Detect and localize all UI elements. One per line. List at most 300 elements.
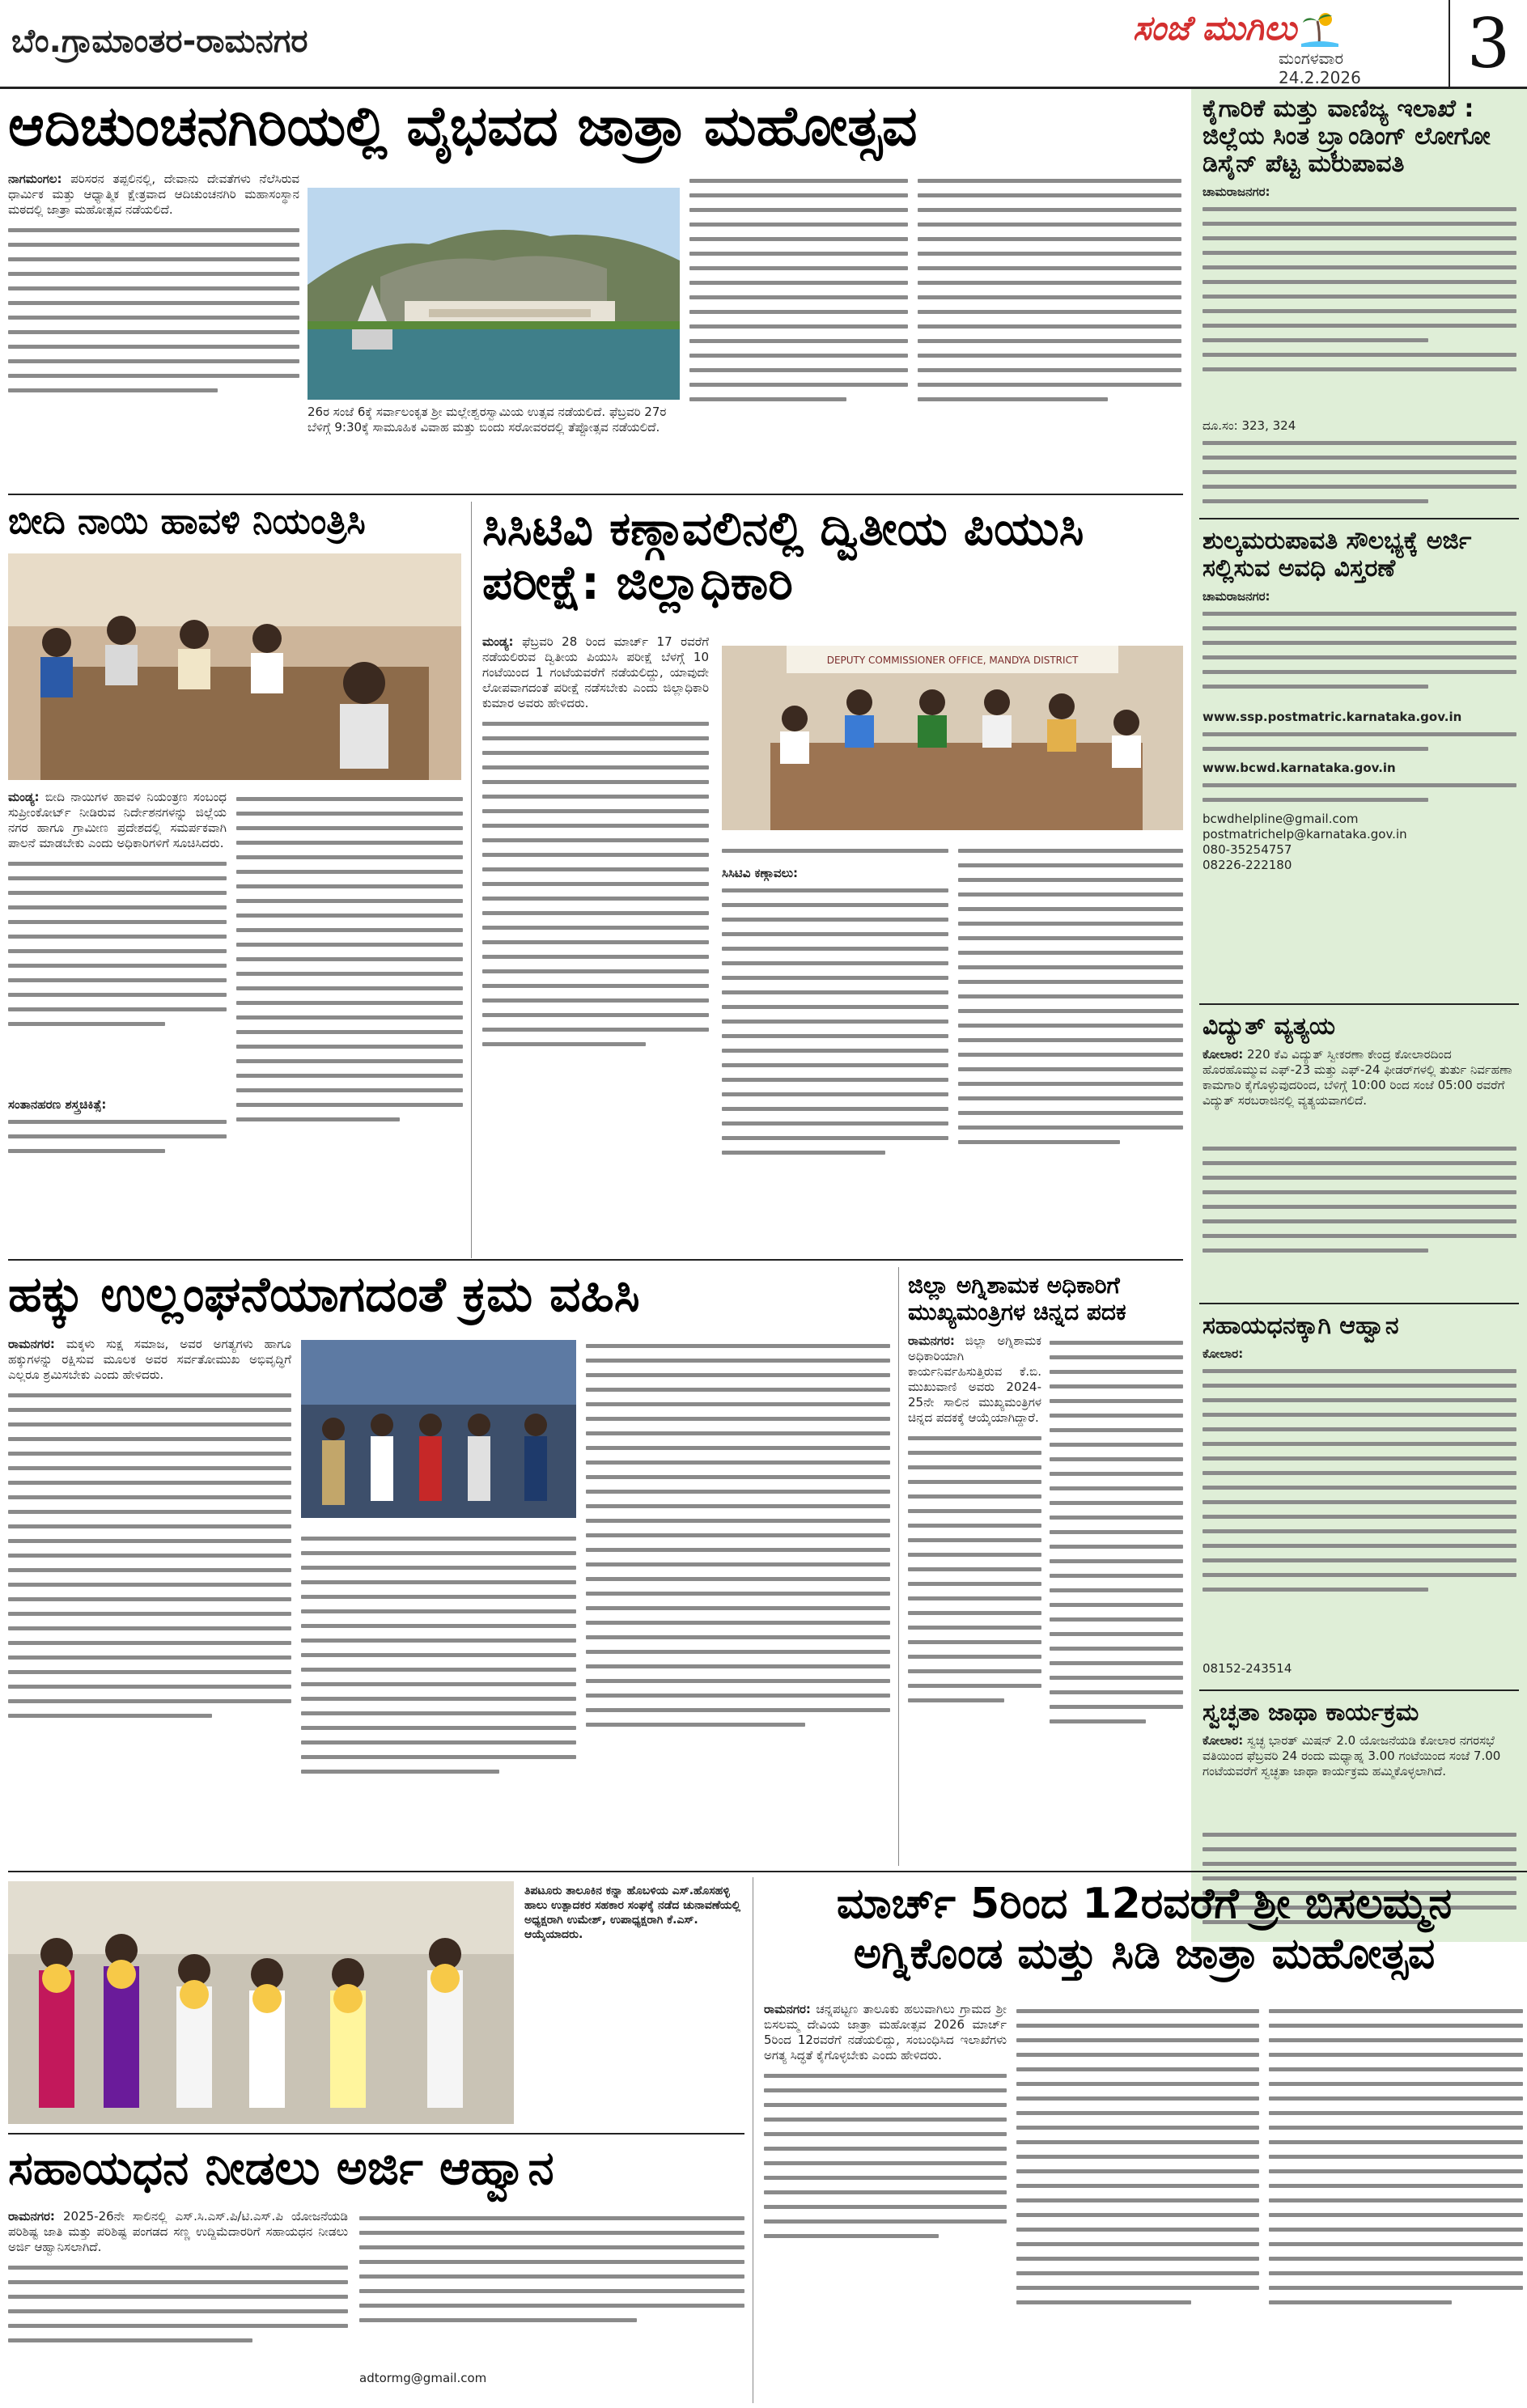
text-line [908,1698,1004,1702]
photo-caption: ತಿಪಟೂರು ತಾಲೂಕಿನ ಕನ್ನಾ ಹೊಬಳಿಯ ಎಸ್.ಹೊಸಹಳ್ಳಿ ಹಾಲು ಉತ್ಪಾದಕರ ಸಹಕಾರ ಸಂಘಕ್ಕೆ ನಡೆದ ಚುನಾವಣೆಯಲ್ಲಿ ಅಧ್ಯಕ್ಷರಾಗಿ ಉಮೇಶ್, ಉಪಾಧ್ಯಕ್ಷರಾಗಿ ಕೆ.ಎಸ್. ಆಯ್ಕೆಯಾದರು. [524,1884,741,1941]
text-line [586,1679,890,1683]
text-line [722,932,948,936]
text-line [1050,1617,1183,1622]
text-line [236,1103,463,1107]
text-line [236,870,463,874]
text-line [301,1711,576,1715]
divider [1199,1003,1519,1005]
article-lead: ಚನ್ನಪಟ್ಟಣ ತಾಲೂಕು ಹಲುವಾಗಿಲು ಗ್ರಾಮದ ಶ್ರೀ ಬಿಸಲಮ್ಮ ದೇವಿಯ ಜಾತ್ರಾ ಮಹೋತ್ಸವ 2026 ಮಾರ್ಚ್ 5ರಿಂದ 12ರವರೆಗೆ ನಡೆಯಲಿದ್ದು, ಸಂಬಂಧಿಸಿದ ಇಲಾಖೆಗಳು ಅಗತ್ಯ ಸಿದ್ಧತೆ ಕೈಗೊಳ್ಳಬೇಕು ಎಂದು ಹೇಳಿದರು. [764,2002,1007,2062]
text-line [1016,2228,1259,2232]
text-line [301,1755,576,1759]
text-line [8,905,227,909]
text-line [1203,236,1516,240]
text-line [908,1611,1041,1615]
text-line [1269,2111,1523,2115]
text-line [1050,1341,1183,1345]
sidebar-article-grant [1203,1312,1516,1677]
text-line [359,2216,744,2220]
logo-day: ಮಂಗಳವಾರ [1279,49,1344,68]
text-line [1203,1456,1516,1460]
article-body-col [359,2209,744,2400]
text-line [1016,2126,1259,2130]
text-line [908,1451,1041,1455]
text-line [301,1551,576,1555]
text-line [586,1344,890,1348]
text-line [8,228,299,232]
text-line [586,1650,890,1654]
text-line [8,993,227,997]
text-line [764,2074,1007,2078]
text-line [236,812,463,816]
article-lead: ಫೆಬ್ರವರಿ 28 ರಿಂದ ಮಾರ್ಚ್ 17 ರವರೆಗೆ ನಡೆಯಲಿರುವ ದ್ವಿತೀಯ ಪಿಯುಸಿ ಪರೀಕ್ಷೆ ಬೆಳಗ್ಗೆ 10 ಗಂಟೆಯಿಂದ 1 ಗಂಟೆಯವರೆಗೆ ನಡೆಯಲಿದ್ದು, ಯಾವುದೇ ಲೋಪವಾಗದಂತೆ ಪರೀಕ್ಷೆ ನಡೆಸಬೇಕು ಎಂದು ಜಿಲ್ಲಾಧಿಕಾರಿ ಕುಮಾರ ಅವರು ಹೇಳಿದರು. [482,634,709,710]
text-line [1203,324,1516,328]
text-line [689,281,908,285]
text-line [1016,2009,1259,2013]
article-headline: ಮಾರ್ಚ್ 5ರಿಂದ 12ರವರೆಗೆ ಶ್ರೀ ಬಿಸಲಮ್ಮನ ಅಗ್ನಿಕೊಂಡ ಮತ್ತು ಸಿಡಿ ಜಾತ್ರಾ ಮಹೋತ್ಸವ [836,1880,1453,1978]
divider [8,2133,744,2135]
text-line [482,911,709,915]
text-line [301,1624,576,1628]
article-lead: ಮಕ್ಕಳು ಸುಕ್ಷ ಸಮಾಜ, ಅವರ ಅಗತ್ಯಗಳು ಹಾಗೂ ಹಕ್ಕುಗಳನ್ನು ರಕ್ಷಿಸುವ ಮೂಲಕ ಅವರ ಸರ್ವತೋಮುಖ ಅಭಿವೃದ್ಧಿಗೆ ಎಲ್ಲರೂ ಶ್ರಮಿಸಬೇಕು ಎಂದು ಹೇಳಿದರು. [8,1337,291,1382]
text-line [301,1726,576,1730]
text-line [8,1685,291,1689]
divider [898,1267,899,1866]
text-line [1050,1690,1183,1694]
dateline: ಚಾಮರಾಜನಗರ: [1203,589,1270,604]
text-line [236,1088,463,1092]
text-line [1203,338,1428,342]
text-line [918,281,1181,285]
meeting-photo [8,553,461,780]
text-line [1269,2140,1523,2144]
text-line [1203,1833,1516,1837]
dateline: ಚಾಮರಾಜನಗರ: [1203,184,1270,199]
email-link[interactable]: postmatrichelp@karnataka.gov.in [1203,827,1407,842]
text-line [908,1436,1041,1440]
text-line [8,316,299,320]
text-line [1016,2140,1259,2144]
text-line [1016,2067,1259,2071]
article-stray-dogs [8,502,461,543]
text-line [8,272,299,276]
text-line [1203,1161,1516,1165]
contact-phone: 080-35254757 [1203,842,1292,857]
email-link[interactable]: bcwdhelpline@gmail.com [1203,812,1359,826]
text-line [689,252,908,256]
text-line [1203,1384,1516,1388]
text-line [482,1042,646,1046]
text-line [1050,1632,1183,1636]
sidebar-article-power [1203,1013,1516,1293]
text-line [236,899,463,903]
text-line [1203,1558,1516,1562]
text-line [236,1045,463,1049]
text-line [918,208,1181,212]
text-line [1203,1176,1516,1180]
article-headline: ಸಿಸಿಟಿವಿ ಕಣ್ಗಾವಲಿನಲ್ಲಿ ದ್ವಿತೀಯ ಪಿಯುಸಿ ಪರೀಕ್ಷೆ: ಜಿಲ್ಲಾಧಿಕಾರಿ [482,501,1084,610]
text-line [586,1606,890,1610]
text-line [8,1568,291,1572]
text-line [1016,2257,1259,2261]
text-line [1203,456,1516,460]
text-line [8,345,299,349]
sidebar-article-scholarship [1203,528,1516,873]
text-line [764,2088,1007,2092]
dateline: ಮಂಡ್ಯ: [8,790,40,804]
text-line [1203,367,1516,371]
text-line [482,795,709,799]
text-line [1050,1516,1183,1520]
text-line [918,368,1181,372]
article-headline: ಬೀದಿ ನಾಯಿ ಹಾವಳಿ ನಿಯಂತ್ರಿಸಿ [8,501,366,542]
subheading: ಸಂತಾನಹರಣ ಶಸ್ತ್ರಚಿಕಿತ್ಸೆ: [8,1097,107,1112]
palm-tree-icon [1301,10,1338,47]
text-line [482,722,709,726]
text-line [301,1537,576,1541]
text-line [1203,1369,1516,1373]
website-link[interactable]: www.ssp.postmatric.karnataka.gov.in [1203,710,1462,724]
article-body-col [722,842,948,1251]
text-line [918,193,1181,197]
text-line [1016,2184,1259,2188]
text-line [1050,1661,1183,1665]
text-line [236,986,463,990]
text-line [1203,353,1516,357]
text-line [8,1393,291,1397]
text-line [1016,2111,1259,2115]
text-line [1203,1234,1516,1238]
text-line [1203,612,1516,616]
text-line [1203,265,1516,269]
text-line [359,2231,744,2235]
text-line [1203,1500,1516,1504]
text-line [689,368,908,372]
text-line [301,1653,576,1657]
dateline: ರಾಮನಗರ: [8,2209,55,2224]
divider [471,502,472,1258]
text-line [1050,1559,1183,1563]
text-line [8,2295,348,2299]
email-link[interactable]: adtormg@gmail.com [359,2371,487,2385]
text-line [8,1022,165,1026]
article-lead: ಬೀದಿ ನಾಯಿಗಳ ಹಾವಳಿ ನಿಯಂತ್ರಣ ಸಂಬಂಧ ಸುಪ್ರೀಂಕೋರ್ಟ್ ನೀಡಿರುವ ನಿರ್ದೇಶನಗಳನ್ನು ಜಿಲ್ಲೆಯ ನಗರ ಹಾಗೂ ಗ್ರಾಮೀಣ ಪ್ರದೇಶದಲ್ಲಿ ಸಮರ್ಪಕವಾಗಿ ಪಾಲನೆ ಮಾಡಬೇಕು ಎಂದು ಅಧಿಕಾರಿಗಳಿಗೆ ಸೂಚಿಸಿದರು. [8,790,227,850]
text-line [958,922,1183,926]
text-line [1203,441,1516,445]
text-line [8,1626,291,1630]
text-line [722,1005,948,1009]
text-line [586,1490,890,1494]
text-line [764,2176,1007,2180]
text-line [1203,1413,1516,1417]
sidebar-headline: ಸಹಾಯಧನಕ್ಕಾಗಿ ಆಹ್ವಾನ [1203,1312,1399,1340]
text-line [764,2132,1007,2136]
text-line [482,809,709,813]
text-line [908,1524,1041,1528]
article-body-col [236,790,463,1251]
text-line [8,891,227,895]
text-line [958,1009,1183,1013]
text-line [1203,222,1516,226]
text-line [301,1580,576,1584]
text-line [482,984,709,988]
text-line [359,2274,744,2279]
text-line [1203,499,1428,503]
text-line [1269,2286,1523,2290]
text-line [1269,2169,1523,2173]
text-line [722,1136,948,1140]
text-line [236,914,463,918]
text-line [586,1519,890,1523]
text-line [1203,783,1516,787]
text-line [482,969,709,973]
article-headline: ಹಕ್ಕು ಉಲ್ಲಂಘನೆಯಾಗದಂತೆ ಕ್ರಮ ವಹಿಸಿ [8,1266,640,1323]
text-line [689,383,908,387]
text-line [586,1533,890,1537]
text-line [1203,485,1516,489]
text-line [236,928,463,932]
text-line [958,965,1183,969]
masthead-logo [1133,8,1440,87]
text-line [8,1134,227,1138]
text-line [1203,641,1516,645]
text-line [482,998,709,1003]
text-line [586,1723,805,1727]
text-line [764,2205,1007,2209]
article-headline: ಆದಿಚುಂಚನಗಿರಿಯಲ್ಲಿ ವೈಭವದ ಜಾತ್ರಾ ಮಹೋತ್ಸವ [8,95,918,159]
sidebar-headline: ಸ್ವಚ್ಛತಾ ಜಾಥಾ ಕಾರ್ಯಕ್ರಮ [1203,1698,1419,1727]
text-line [958,980,1183,984]
sidebar-headline: ಕೈಗಾರಿಕೆ ಮತ್ತು ವಾಣಿಜ್ಯ ಇಲಾಖೆ : ಜಿಲ್ಲೆಯ ಸಿಂತ ಬ್ರ್ಯಾಂಡಿಂಗ್ ಲೋಗೋ ಡಿಸೈನ್ ಪೆಟ್ಟ ಮರುಪಾವತಿ [1203,95,1491,178]
text-line [722,1020,948,1024]
text-line [8,2266,348,2270]
text-line [1203,295,1516,299]
text-line [958,1096,1183,1100]
text-line [8,1670,291,1674]
dateline: ಮಂಡ್ಯ: [482,634,514,649]
text-line [1203,1205,1516,1209]
text-line [1203,1249,1428,1253]
section-title: ಬೆಂ.ಗ್ರಾಮಾಂತರ-ರಾಮನಗರ [11,23,308,60]
text-line [482,838,709,842]
text-line [689,266,908,270]
article-cctv-exam [482,502,1183,609]
text-line [764,2103,1007,2107]
text-line [722,918,948,922]
text-line [1269,2067,1523,2071]
text-line [908,1626,1041,1630]
text-line [482,1013,709,1017]
text-line [958,1140,1120,1144]
text-line [1203,1471,1516,1475]
text-line [722,1078,948,1082]
text-line [1203,1573,1516,1577]
text-line [764,2234,939,2238]
sidebar-news-column [1191,89,1527,1942]
text-line [301,1639,576,1643]
text-line [586,1708,890,1712]
text-line [301,1595,576,1599]
text-line [1016,2286,1259,2290]
text-line [586,1664,890,1668]
text-line [1269,2096,1523,2101]
text-line [1203,1442,1516,1446]
meeting-banner: DEPUTY COMMISSIONER OFFICE, MANDYA DISTRICT [826,655,1079,666]
text-line [8,388,218,392]
text-line [482,751,709,755]
text-line [1269,2082,1523,2086]
page-header [0,0,1527,89]
text-line [1203,1486,1516,1490]
text-line [359,2318,637,2322]
text-line [918,397,1108,401]
text-line [1269,2300,1452,2304]
text-line [908,1640,1041,1644]
text-line [482,853,709,857]
article-body [8,790,227,1251]
article-body [764,2002,1007,2402]
text-line [1016,2155,1259,2159]
text-line [1269,2155,1523,2159]
text-line [236,957,463,961]
text-line [586,1621,890,1625]
text-line [1050,1676,1183,1680]
text-line [918,223,1181,227]
contact-phone: 08226-222180 [1203,858,1292,872]
article-lead: ಜಿಲ್ಲಾ ಅಗ್ನಿಶಾಮಕ ಅಧಿಕಾರಿಯಾಗಿ ಕಾರ್ಯನಿರ್ವಹಿಸುತ್ತಿರುವ ಕೆ.ಬಿ. ಮುಖುವಾಣಿ ಅವರು 2024-25ನೇ ಸಾಲಿನ ಮುಖ್ಯಮಂತ್ರಿಗಳ ಚಿನ್ನದ ಪದಕಕ್ಕೆ ಆಯ್ಕೆಯಾಗಿದ್ದಾರೆ. [908,1333,1041,1425]
text-line [8,1554,291,1558]
text-line [722,1034,948,1038]
text-line [1016,2169,1259,2173]
text-line [1203,207,1516,211]
text-line [1269,2184,1523,2188]
text-line [8,1452,291,1456]
text-line [1050,1647,1183,1651]
text-line [1269,2038,1523,2042]
text-line [1269,2271,1523,2275]
text-line [908,1669,1041,1673]
text-line [8,330,299,334]
text-line [8,1714,212,1718]
text-line [918,266,1181,270]
article-body-col [301,1529,576,1861]
divider [8,1259,1183,1261]
text-line [722,888,948,892]
text-line [8,1612,291,1616]
text-line [1016,2300,1191,2304]
article-body [1203,200,1516,418]
text-line [1016,2213,1259,2217]
text-line [8,374,299,378]
text-line [8,920,227,924]
text-line [1050,1457,1183,1461]
text-line [1203,732,1516,736]
text-line [8,1583,291,1587]
text-line [1050,1414,1183,1418]
text-line [722,1121,948,1126]
text-line [722,1107,948,1111]
text-line [301,1682,576,1686]
text-line [918,339,1181,343]
text-line [918,324,1181,329]
text-line [1016,2024,1259,2028]
text-line [722,976,948,980]
text-line [1269,2242,1523,2246]
article-body-col [918,172,1181,487]
text-line [8,301,299,305]
text-line [8,359,299,363]
text-line [8,862,227,866]
text-line [1203,1515,1516,1519]
text-line [1203,280,1516,284]
text-line [8,978,227,982]
temple-hill-photo [308,188,680,400]
text-line [236,826,463,830]
text-line [8,257,299,261]
text-line [236,884,463,888]
text-line [482,955,709,959]
article-child-rights [8,1267,890,1323]
text-line [918,354,1181,358]
logo-text: ಸಂಜೆ ಮುಗಿಲು [1133,8,1297,48]
text-line [1203,655,1516,659]
text-line [958,863,1183,867]
text-line [958,1053,1183,1057]
text-line [908,1494,1041,1499]
article-headline: ಜಿಲ್ಲಾ ಅಗ್ನಿಶಾಮಕ ಅಧಿಕಾರಿಗೆ ಮುಖ್ಯಮಂತ್ರಿಗಳ ಚಿನ್ನದ ಪದಕ [908,1272,1126,1325]
text-line [1050,1472,1183,1476]
text-line [1016,2271,1259,2275]
article-bisalamma-fair [764,1879,1525,1979]
text-line [301,1770,499,1774]
text-line [236,797,463,801]
dateline: ಕೋಲಾರ: [1203,1047,1244,1062]
text-line [8,286,299,290]
text-line [586,1417,890,1421]
article-body [8,172,299,491]
text-line [8,1597,291,1601]
text-line [586,1388,890,1392]
article-lead: ಸ್ವಚ್ಛ ಭಾರತ್ ಮಿಷನ್ 2.0 ಯೋಜನೆಯಡಿ ಕೋಲಾರ ನಗರಸಭೆ ವತಿಯಿಂದ ಫೆಬ್ರವರಿ 24 ರಂದು ಮಧ್ಯಾಹ್ನ 3.00 ಗಂಟೆಯಿಂದ ಸಂಜೆ 7.00 ಗಂಟೆಯವರೆಗೆ ಸ್ವಚ್ಛತಾ ಜಾಥಾ ಕಾರ್ಯಕ್ರಮ ಹಮ್ಮಿಕೊಳ್ಳಲಾಗಿದೆ. [1203,1733,1501,1778]
text-line [689,237,908,241]
text-line [8,1481,291,1485]
text-line [1203,1219,1516,1223]
text-line [689,295,908,299]
text-line [1269,2009,1523,2013]
dc-meeting-photo [722,646,1183,830]
article-body-col [958,842,1183,1251]
text-line [236,943,463,947]
divider [1199,518,1519,519]
text-line [1203,1529,1516,1533]
text-line [8,1524,291,1528]
text-line [1050,1355,1183,1359]
text-line [236,855,463,859]
text-line [908,1567,1041,1571]
text-line [764,2190,1007,2194]
article-adichunchanagiri [8,95,1181,159]
website-link[interactable]: www.bcwd.karnataka.gov.in [1203,761,1396,775]
text-line [1016,2198,1259,2202]
text-line [586,1475,890,1479]
text-line [586,1577,890,1581]
text-line [1050,1588,1183,1592]
text-line [722,1063,948,1067]
text-line [918,295,1181,299]
dateline: ಕೋಲಾರ: [1203,1346,1244,1361]
page-number: 3 [1449,0,1527,87]
text-line [1269,2213,1523,2217]
divider [8,1871,1527,1872]
